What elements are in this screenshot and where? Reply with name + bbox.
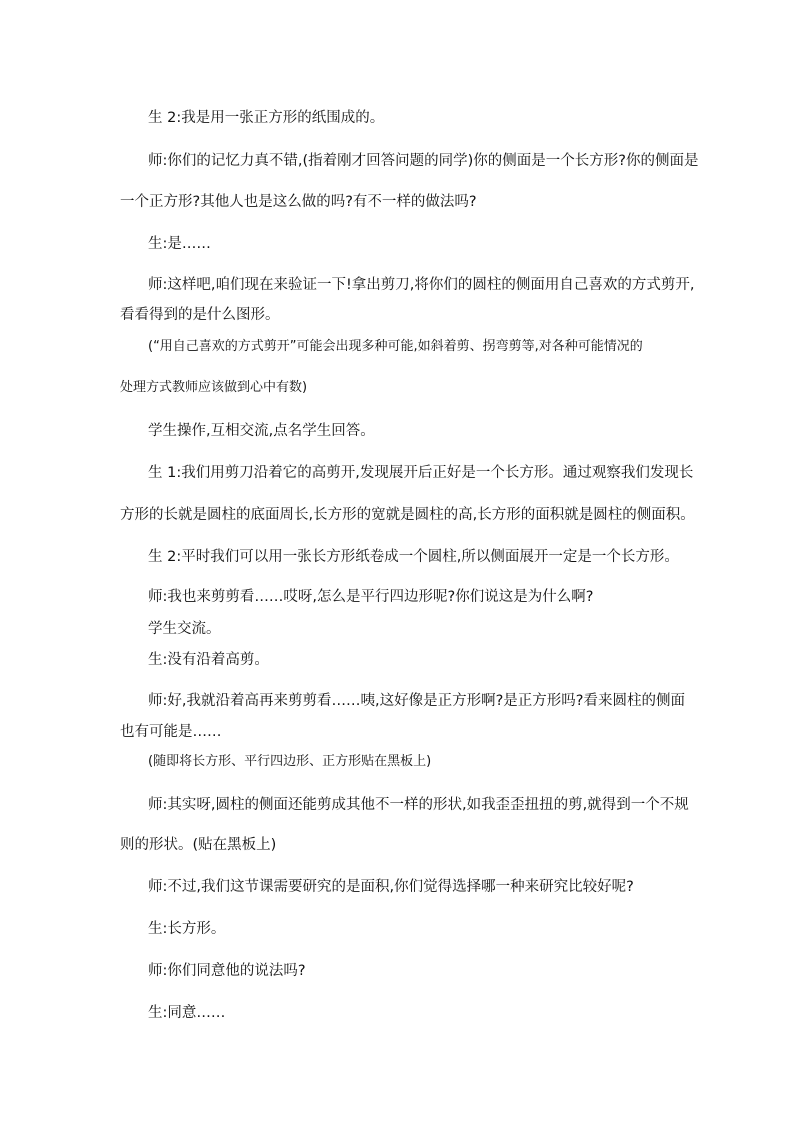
text-line: 师:好,我就沿着高再来剪剪看……咦,这好像是正方形啊?是正方形吗?看来圆柱的侧面	[148, 693, 685, 709]
text-line: 生:没有沿着高剪。	[148, 652, 269, 668]
text-line: 一个正方形?其他人也是这么做的吗?有不一样的做法吗?	[120, 194, 477, 210]
text-line: 也有可能是……	[120, 724, 222, 740]
note-line: 处理方式教师应该做到心中有数)	[120, 380, 308, 395]
text-line: 则的形状。(贴在黑板上)	[120, 837, 277, 853]
text-line: 师:你们同意他的说法吗?	[148, 963, 306, 979]
text-line: 生 2:我是用一张正方形的纸围成的。	[148, 110, 385, 126]
note-line: (“用自己喜欢的方式剪开”可能会出现多种可能,如斜着剪、拐弯剪等,对各种可能情况的	[148, 339, 643, 354]
note-line: (随即将长方形、平行四边形、正方形贴在黑板上)	[148, 754, 432, 769]
text-line: 师:这样吧,咱们现在来验证一下!拿出剪刀,将你们的圆柱的侧面用自己喜欢的方式剪开,	[148, 277, 695, 293]
text-line: 师:我也来剪剪看……哎呀,怎么是平行四边形呢?你们说这是为什么啊?	[148, 589, 594, 605]
text-line: 师:其实呀,圆柱的侧面还能剪成其他不一样的形状,如我歪歪扭扭的剪,就得到一个不规	[148, 797, 689, 813]
text-line: 师:你们的记忆力真不错,(指着刚才回答问题的同学)你的侧面是一个长方形?你的侧面是	[148, 153, 699, 169]
text-line: 生:同意……	[148, 1005, 226, 1021]
text-line: 方形的长就是圆柱的底面周长,长方形的宽就是圆柱的高,长方形的面积就是圆柱的侧面积。	[120, 507, 695, 523]
text-line: 生:是……	[148, 236, 211, 252]
text-line: 师:不过,我们这节课需要研究的是面积,你们觉得选择哪一种来研究比较好呢?	[148, 879, 634, 895]
text-line: 生 1:我们用剪刀沿着它的高剪开,发现展开后正好是一个长方形。通过观察我们发现长	[148, 465, 694, 481]
text-line: 生:长方形。	[148, 921, 226, 937]
text-line: 看看得到的是什么图形。	[120, 307, 280, 323]
text-line: 学生操作,互相交流,点名学生回答。	[148, 423, 375, 439]
text-line: 学生交流。	[148, 621, 221, 637]
text-line: 生 2:平时我们可以用一张长方形纸卷成一个圆柱,所以侧面展开一定是一个长方形。	[148, 549, 679, 565]
